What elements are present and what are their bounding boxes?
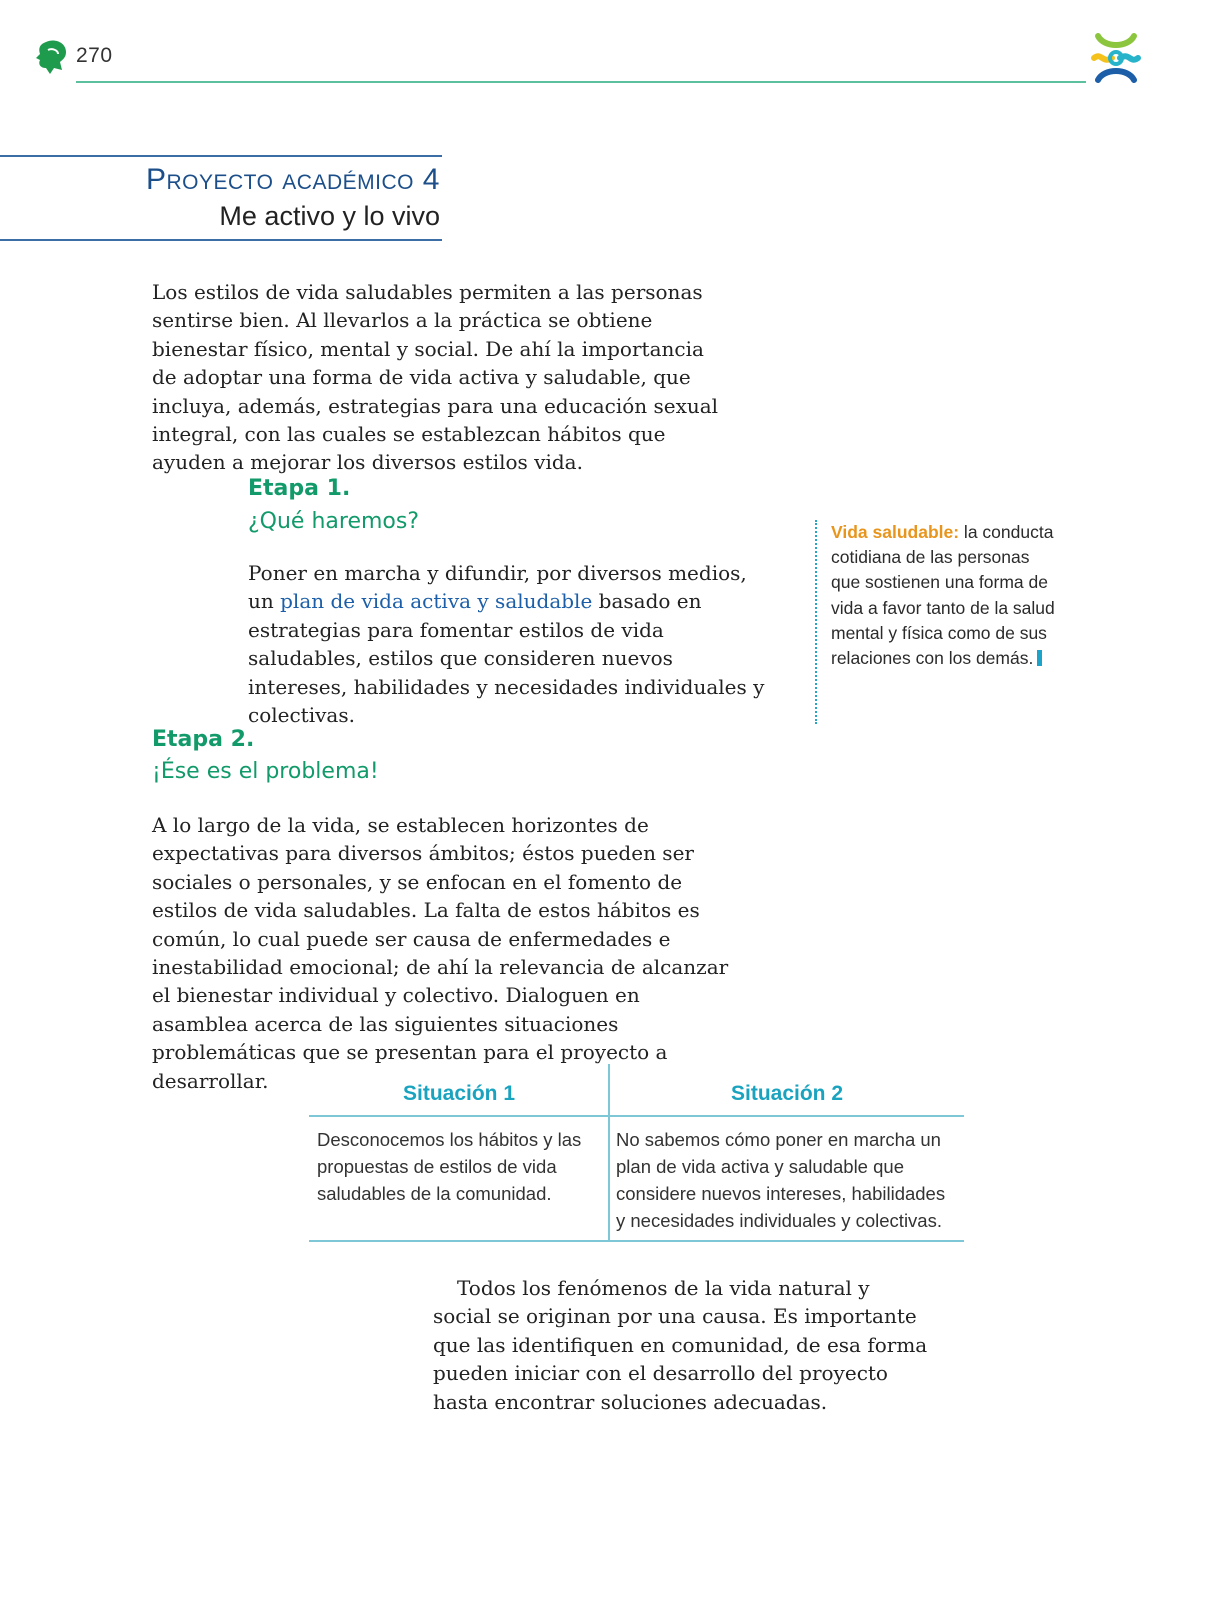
stage1-text-after: basado en estrategias para fomentar estilos de vida saludables, estilos que consideren nuevos intereses, habilidades y necesidades individuales y colectivas.: [248, 589, 765, 728]
table-divider-bottom: [309, 1240, 964, 1242]
situation-1-header: Situación 1: [402, 1082, 516, 1105]
closing-paragraph: Todos los fenómenos de la vida natural y social se originan por una causa. Es importante que las identifiquen en comunidad, de esa forma pueden iniciar con el desarrollo del proyecto hasta encontrar soluciones adecuadas.: [433, 1276, 928, 1414]
header-rule: [76, 81, 1086, 83]
project-label: [146, 163, 440, 197]
page-number: 270: [76, 44, 113, 67]
situation-1-text: Desconocemos los hábitos y las propuestas de estilos de vida saludables de la comunidad.: [317, 1129, 582, 1204]
stage1-text-before: Poner en marcha y difundir, por diversos medios, un: [248, 561, 747, 614]
end-mark-icon: [1037, 650, 1042, 666]
stage1-highlight: plan de vida activa y saludable: [280, 589, 593, 614]
glossary-box: [815, 520, 1061, 724]
stage1-question: ¿Qué haremos?: [248, 509, 420, 534]
intro-paragraph: Los estilos de vida saludables permiten a las personas sentirse bien. Al llevarlos a la práctica se obtiene bienestar físico, mental y social. De ahí la importancia de adoptar una forma de vida activa y saludable, que incluya, además, estrategias para una educación sexual integral, con las cuales se establezcan hábitos que ayuden a mejorar los diversos estilos vida.: [152, 280, 719, 475]
stage2-paragraph: A lo largo de la vida, se establecen horizontes de expectativas para diversos ámbitos; éstos pueden ser sociales o personales, y se enfocan en el fomento de estilos de vida saludables. La falta de estos hábitos es común, lo cual puede ser causa de enfermedades e inestabilidad emocional; de ahí la relevancia de alcanzar el bienestar individual y colectivo. Dialoguen en asamblea acerca de las siguientes situaciones problemáticas que se presentan para el proyecto a desarrollar.: [152, 813, 729, 1093]
situations-table: [309, 1064, 964, 1242]
title-rule-top: [0, 155, 442, 157]
title-rule-bottom: [0, 239, 442, 241]
project-label-text: Proyecto académico 4: [145, 163, 440, 196]
table-divider-header: [309, 1115, 964, 1117]
stage2-heading: Etapa 2.: [152, 727, 255, 752]
situation-2-header: Situación 2: [730, 1082, 844, 1105]
glossary-term: Vida saludable:: [831, 522, 960, 542]
colorful-interlinked-figures-icon: [1090, 30, 1142, 86]
glossary-definition: la conducta cotidiana de las personas que sostienen una forma de vida a favor tanto de la salud mental y física como de sus relaciones con los demás.: [831, 522, 1055, 669]
stage1-paragraph: [248, 559, 768, 729]
green-leaf-head-icon: [34, 38, 70, 76]
stage1-heading: Etapa 1.: [248, 476, 351, 501]
project-subtitle: Me activo y lo vivo: [219, 201, 440, 231]
situation-2-text: No sabemos cómo poner en marcha un plan de vida activa y saludable que considere nuevos intereses, habilidades y necesidades individuales y colectivas.: [616, 1129, 946, 1231]
stage2-question: ¡Ése es el problema!: [152, 759, 379, 784]
